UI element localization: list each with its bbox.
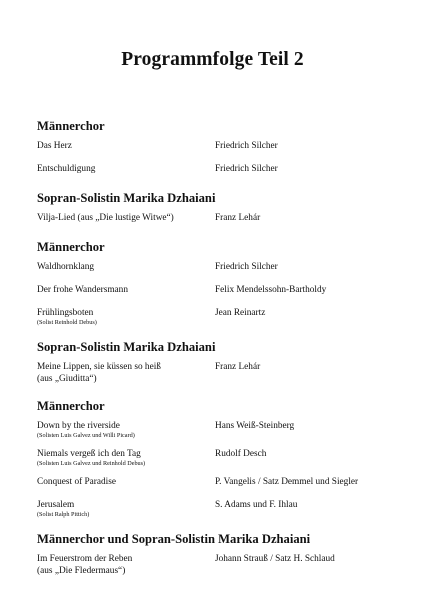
program-entry xyxy=(37,212,397,226)
composer: Rudolf Desch xyxy=(215,449,267,459)
piece-title xyxy=(37,261,213,273)
piece-title-line: Waldhornklang xyxy=(37,262,95,272)
soloist-note: (Solist Ralph Pittich) xyxy=(37,511,90,518)
section-heading: Sopran-Solistin Marika Dzhaiani xyxy=(37,340,216,354)
piece-title-line: Vilja-Lied (aus „Die lustige Witwe“) xyxy=(37,213,174,223)
piece-title-line: Meine Lippen, sie küssen so heiß xyxy=(37,362,161,372)
composer: Friedrich Silcher xyxy=(215,262,278,272)
soloist-note: (Solisten Luis Galvez und Reinhold Debus) xyxy=(37,460,146,467)
program-entry xyxy=(37,261,397,275)
program-entry xyxy=(37,361,397,385)
composer: Jean Reinartz xyxy=(215,308,266,318)
piece-title xyxy=(37,307,213,326)
section-heading: Männerchor xyxy=(37,399,105,413)
piece-title xyxy=(37,448,213,467)
program-entry xyxy=(37,163,397,177)
composer: Friedrich Silcher xyxy=(215,141,278,151)
composer: P. Vangelis / Satz Demmel und Siegler xyxy=(215,477,359,487)
composer: S. Adams und F. Ihlau xyxy=(215,500,298,510)
piece-title xyxy=(37,140,213,152)
section-heading: Sopran-Solistin Marika Dzhaiani xyxy=(37,191,216,205)
piece-title-line: Im Feuerstrom der Reben xyxy=(37,554,133,564)
composer: Felix Mendelssohn-Bartholdy xyxy=(215,285,327,295)
program-entry xyxy=(37,140,397,154)
piece-title xyxy=(37,420,213,439)
composer: Franz Lehár xyxy=(215,362,261,372)
piece-title xyxy=(37,212,213,224)
piece-title-line: Entschuldigung xyxy=(37,164,96,174)
program-entry xyxy=(37,307,397,326)
composer: Johann Strauß / Satz H. Schlaud xyxy=(215,554,335,564)
program-entry xyxy=(37,476,397,490)
piece-title-line: Das Herz xyxy=(37,141,72,151)
program-entry xyxy=(37,553,397,577)
composer: Friedrich Silcher xyxy=(215,164,278,174)
piece-title-line: Down by the riverside xyxy=(37,421,120,431)
piece-title xyxy=(37,553,213,577)
program-list xyxy=(37,118,397,586)
piece-title-line: Frühlingsboten xyxy=(37,308,94,318)
piece-title-line: Jerusalem xyxy=(37,500,75,510)
piece-title-line: (aus „Die Fledermaus“) xyxy=(37,566,126,576)
program-entry xyxy=(37,499,397,518)
page-title: Programmfolge Teil 2 xyxy=(121,49,304,70)
program-entry xyxy=(37,284,397,298)
piece-title-line: Conquest of Paradise xyxy=(37,477,117,487)
soloist-note: (Solist Reinhold Debus) xyxy=(37,319,97,326)
piece-title xyxy=(37,284,213,296)
program-entry xyxy=(37,448,397,467)
piece-title xyxy=(37,163,213,175)
program-entry xyxy=(37,420,397,439)
composer: Hans Weiß-Steinberg xyxy=(215,421,295,431)
piece-title-line: Niemals vergeß ich den Tag xyxy=(37,449,141,459)
piece-title xyxy=(37,476,213,488)
composer: Franz Lehár xyxy=(215,213,261,223)
section-heading: Männerchor und Sopran-Solistin Marika Dzhaiani xyxy=(37,532,311,546)
section-heading: Männerchor xyxy=(37,119,105,133)
piece-title xyxy=(37,499,213,518)
piece-title-line: (aus „Giuditta“) xyxy=(37,374,97,384)
soloist-note: (Solisten Luis Galvez und Willi Picard) xyxy=(37,432,135,439)
section-heading: Männerchor xyxy=(37,240,105,254)
piece-title xyxy=(37,361,213,385)
piece-title-line: Der frohe Wandersmann xyxy=(37,285,128,295)
